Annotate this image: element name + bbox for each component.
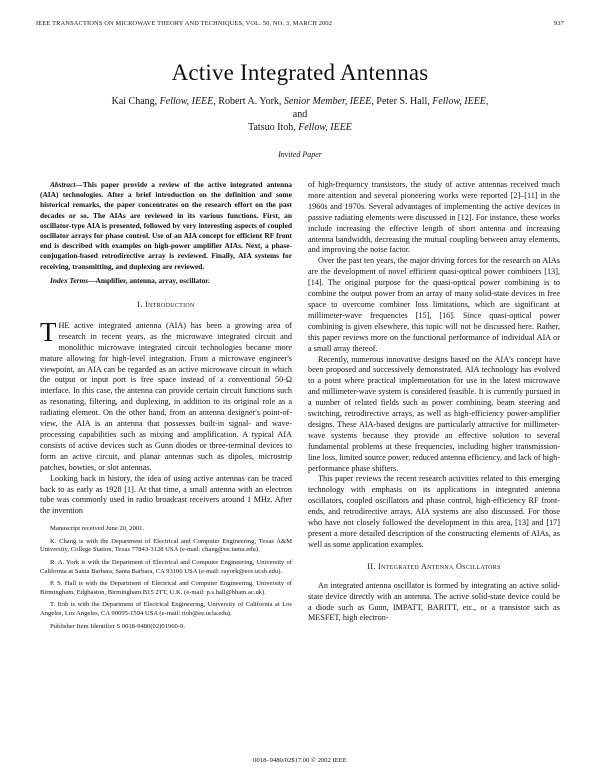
footnote-hall: P. S. Hall is with the Department of Electrical and Computer Engineering, University of Birmingham, Edgbaston, Birmingham B15 2TT, U.K. (e-mail: p.s.hall@bham.ac.uk). <box>40 580 292 596</box>
right-column <box>308 180 560 624</box>
journal-header: IEEE TRANSACTIONS ON MICROWAVE THEORY AND TECHNIQUES, VOL. 50, NO. 3, MARCH 2002 <box>36 20 333 27</box>
page-number: 937 <box>553 20 564 27</box>
intro-paragraph-2: Looking back in history, the idea of using active antennas can be traced back to as early as 1928 [1]. At that time, a small antenna with an electron tube was commonly used in radio broadcast receivers around 1 MHz. After the invention <box>40 473 292 516</box>
author-name: Kai Chang, <box>111 96 160 107</box>
author-role: Fellow, IEEE <box>159 96 214 107</box>
section-title: Integrated Antenna Oscillators <box>378 561 501 571</box>
abstract-label: Abstract <box>50 180 76 189</box>
footnote-received: Manuscript received June 20, 2001. <box>50 525 145 533</box>
abstract <box>40 180 292 272</box>
running-header <box>36 20 564 27</box>
abstract-text: —This paper provide a review of the active integrated antenna (AIA) technologies. After a brief introduction on the definition and some historical remarks, the paper concentrates on the research effort on the past decades or so. The AIAs are reviewed in its various functions. First, an oscillator-type AIA is presented, followed by very interesting aspects of coupled oscillator arrays for phase control. Use of an AIA concept for efficient RF front end is described with examples on high-power amplifier AIAs. Next, a phase-conjugation-based retrodirective array is reviewed. Finally, AIA systems for receiving, transmitting, and duplexing are reviewed. <box>40 180 292 271</box>
section-title: Introduction <box>145 300 195 310</box>
footnote-itoh: T. Itoh is with the Department of Electrical Engineering, University of California at Los Angeles, Los Angeles, CA 90095-1594 USA (e-mail: itoh@ee.ucla.edu). <box>40 601 292 617</box>
section-number: I. <box>137 300 146 310</box>
paragraph: Over the past ten years, the major driving forces for the research on AIAs are the development of novel efficient quasi-optical power combiners [13], [14]. The original purpose for the quasi-optical power combining is to combine the output power from an array of many solid-state devices in free space to overcome combiner loss limitations, which are significant at millimeter-wave frequencies [15], [16]. Since quasi-optical power combining is given elsewhere, this topic will not be discussed here. Rather, this paper reviews more on the functional performance of individual AIA or a small array thereof. <box>308 256 560 353</box>
invited-paper-label: Invited Paper <box>278 150 322 159</box>
copyright-line: 0018–9480/02$17.00 © 2002 IEEE <box>253 757 347 764</box>
intro-paragraph-1 <box>40 316 292 474</box>
author-role: Fellow, IEEE <box>432 96 486 107</box>
index-terms <box>40 276 292 286</box>
author-name: , Robert A. York, <box>213 96 284 107</box>
author-role: Fellow, IEEE <box>298 122 352 133</box>
left-column <box>40 180 292 631</box>
footnote-york: R. A. York is with the Department of Electrical and Computer Engineering, University of California at Santa Barbara, Santa Barbara, CA 93106 USA (e-mail: rayork@ece.ucsb.edu). <box>40 559 292 575</box>
drop-cap: T <box>40 316 57 347</box>
author-role: Senior Member, IEEE <box>283 96 372 107</box>
paragraph: Recently, numerous innovative designs based on the AIA's concept have been proposed and successively demonstrated. AIA technology has evolved to a point where practical implementation for use in the latest microwave and millimeter-wave system is considered feasible. It is currently pursued in a number of related fields such as power combining, beam steering and switching, retrodirective arrays, as well as high-efficiency power-amplifier designs. These AIA-based designs are particularly attractive for millimeter-wave systems because they provide an effective solution to several fundamental problems at these frequencies, including higher transmission-line loss, limited source power, reduced antenna efficiency, and lack of high-performance phase shifters. <box>308 354 560 473</box>
author-sep: , and <box>292 96 489 120</box>
section-number: II. <box>367 561 378 571</box>
index-terms-label: Index Terms <box>50 275 89 285</box>
paper-title: Active Integrated Antennas <box>171 60 429 85</box>
author-name: , Peter S. Hall, <box>371 96 433 107</box>
paragraph: An integrated antenna oscillator is formed by integrating an active solid-state device directly with an antenna. The active solid-state device could be a diode such as Gunn, IMPATT, BARITT, etc., or a transistor such as MESFET, high electron- <box>308 580 560 623</box>
paragraph-text: HE active integrated antenna (AIA) has been a growing area of research in recent years, as the microwave integrated circuit and monolithic microwave integrated circuit technologies became more mature allowing for high-level integration. From a microwave engineer's viewpoint, an AIA can be regarded as an active microwave circuit in which the output or input port is free space instead of a conventional 50-Ω interface. In this case, the antenna can provide certain circuit functions such as resonating, filtering, and duplexing, in addition to its original role as a radiating element. On the other hand, from an antenna designer's point-of-view, the AIA is an antenna that possesses built-in signal- and wave-processing capabilities such as mixing and amplification. A typical AIA consists of active devices such as Gunn diodes or three-terminal devices to form an active circuit, and planar antennas such as dipoles, microstrip patches, bowties, or slot antennas. <box>40 320 292 472</box>
paragraph: of high-frequency transistors, the study of active antennas received much more attention and several pioneering works were reported [2]–[11] in the 1960s and 1970s. Several advantages of implementing the active devices in passive radiating elements were discussed in [12]. For instance, these works include increasing the effective length of short antenna and increasing antenna bandwidth, decreasing the mutual coupling between array elements, and improving the noise factor. <box>308 180 560 255</box>
author-list <box>110 95 490 134</box>
author-name: Tatsuo Itoh, <box>248 122 299 133</box>
footnote-publisher-id: Publisher Item Identifier S 0018-9480(02)01960-9. <box>50 622 185 630</box>
paragraph: This paper reviews the recent research activities related to this emerging technology with emphasis on its applications in integrated antenna oscillators, coupled oscillators and phase control, high-efficiency RF front-ends, and retrodirective arrays. AIA systems are also discussed. For those who have not closely followed the development in this area, [13] and [17] present a more detailed description of the constructing elements of AIAs, as well as some application examples. <box>308 474 560 549</box>
footnote-chang: K. Chang is with the Department of Electrical and Computer Engineering, Texas A&M University, College Station, Texas 77843-3128 USA (e-mail: chang@ee.tamu.edu). <box>40 537 292 554</box>
section-heading-introduction <box>40 300 292 311</box>
footnotes <box>40 525 292 631</box>
index-terms-text: —Amplifier, antenna, array, oscillator. <box>88 275 210 285</box>
section-heading-oscillators <box>308 562 560 573</box>
